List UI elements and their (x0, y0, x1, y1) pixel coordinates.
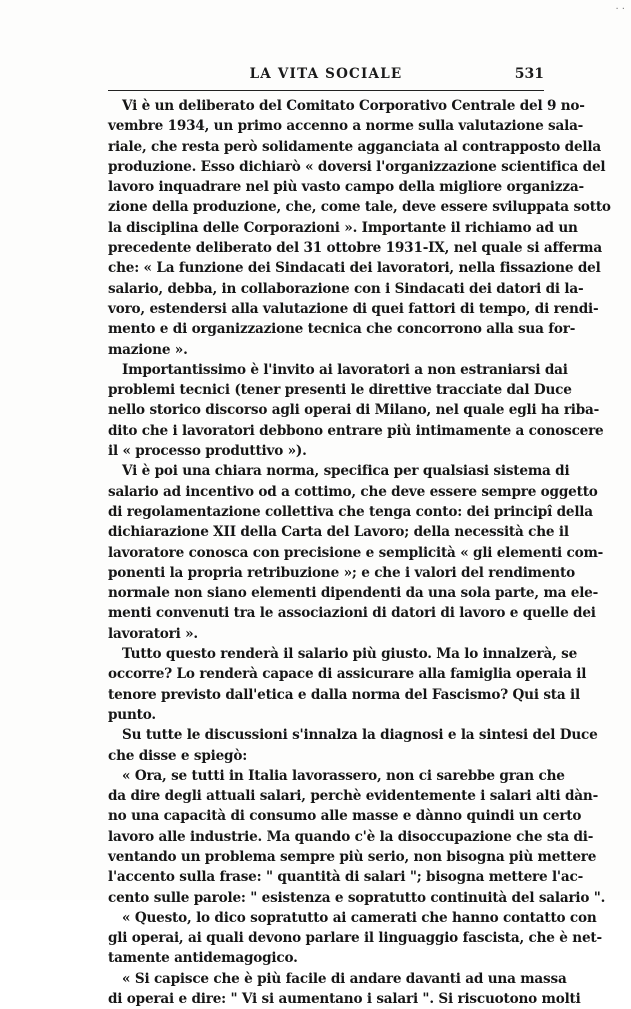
text-line: di regolamentazione collettiva che tenga conto: dei principî della (108, 503, 593, 520)
text-line: mazione ». (108, 341, 188, 358)
page-number: 531 (514, 66, 544, 82)
text-line: lavoratori ». (108, 625, 198, 642)
corner-mark: · · (615, 4, 625, 15)
text-line: « Ora, se tutti in Italia lavorassero, non ci sarebbe gran che (122, 767, 565, 784)
text-line: normale non siano elementi dipendenti da una sola parte, ma ele- (108, 585, 599, 602)
text-line: che: « La funzione dei Sindacati dei lavoratori, nella fissazione del (108, 260, 601, 277)
text-line: lavoratore conosca con precisione e semplicità « gli elementi com- (108, 544, 604, 561)
text-line: dito che i lavoratori debbono entrare più intimamente a conoscere (108, 422, 604, 439)
text-line: « Questo, lo dico sopratutto ai camerati che hanno contatto con (122, 909, 597, 926)
text-line: problemi tecnici (tener presenti le direttive tracciate dal Duce (108, 382, 572, 399)
text-line: tamente antidemagogico. (108, 950, 298, 967)
text-line: riale, che resta però solidamente agganciata al contrapposto della (108, 138, 601, 155)
text-line: salario, debba, in collaborazione con i Sindacati dei datori di la- (108, 280, 584, 297)
text-line: da dire degli attuali salari, perchè evidentemente i salari alti dàn- (108, 788, 599, 805)
text-line: tenore previsto dall'etica e dalla norma del Fascismo? Qui sta il (108, 686, 580, 703)
text-line: lavoro inquadrare nel più vasto campo della migliore organizza- (108, 179, 584, 196)
page-header (108, 66, 544, 88)
text-line: ponenti la propria retribuzione »; e che i valori del rendimento (108, 564, 575, 581)
text-line: menti convenuti tra le associazioni di datori di lavoro e quelle dei (108, 605, 596, 622)
text-line: dichiarazione XII della Carta del Lavoro; della necessità che il (108, 524, 569, 541)
text-line: voro, estendersi alla valutazione di quei fattori di tempo, di rendi- (108, 300, 599, 317)
text-line: produzione. Esso dichiarò « doversi l'organizzazione scientifica del (108, 158, 606, 175)
text-line: Su tutte le discussioni s'innalza la diagnosi e la sintesi del Duce (122, 727, 598, 744)
text-line: lavoro alle industrie. Ma quando c'è la disoccupazione che sta di- (108, 828, 594, 845)
text-line: Tutto questo renderà il salario più giusto. Ma lo innalzerà, se (122, 646, 578, 663)
text-line: il « processo produttivo »). (108, 443, 307, 460)
text-line: nello storico discorso agli operai di Milano, nel quale egli ha riba- (108, 402, 600, 419)
text-line: di operai e dire: " Vi si aumentano i salari ". Si riscuotono molti (108, 991, 581, 1008)
text-line: la disciplina delle Corporazioni ». Importante il richiamo ad un (108, 219, 578, 236)
header-rule (108, 90, 544, 91)
text-line: l'accento sulla frase: " quantità di salari "; bisogna mettere l'ac- (108, 869, 584, 886)
text-line: Importantissimo è l'invito ai lavoratori a non estraniarsi dai (122, 361, 568, 378)
text-line: ventando un problema sempre più serio, non bisogna più mettere (108, 848, 597, 865)
text-line: Vi è poi una chiara norma, specifica per qualsiasi sistema di (122, 463, 570, 480)
text-line: mento e di organizzazione tecnica che concorrono alla sua for- (108, 321, 576, 338)
text-line: cento sulle parole: " esistenza e sopratutto continuità del salario ". (108, 889, 606, 906)
text-line: occorre? Lo renderà capace di assicurare alla famiglia operaia il (108, 666, 587, 683)
body-text (108, 96, 611, 1009)
text-line: salario ad incentivo od a cottimo, che deve essere sempre oggetto (108, 483, 598, 500)
text-line: punto. (108, 706, 156, 723)
running-title: LA VITA SOCIALE (249, 66, 403, 82)
text-line: no una capacità di consumo alle masse e dànno quindi un certo (108, 808, 582, 825)
text-line: « Si capisce che è più facile di andare davanti ad una massa (122, 970, 567, 987)
text-line: che disse e spiegò: (108, 747, 248, 764)
text-line: Vi è un deliberato del Comitato Corporativo Centrale del 9 no- (122, 98, 585, 114)
text-line: gli operai, ai quali devono parlare il linguaggio fascista, che è net- (108, 930, 602, 947)
text-line: precedente deliberato del 31 ottobre 1931-IX, nel quale si afferma (108, 240, 602, 257)
text-line: zione della produzione, che, come tale, deve essere sviluppata sotto (108, 199, 611, 216)
text-line: vembre 1934, un primo accenno a norme sulla valutazione sala- (108, 118, 584, 135)
